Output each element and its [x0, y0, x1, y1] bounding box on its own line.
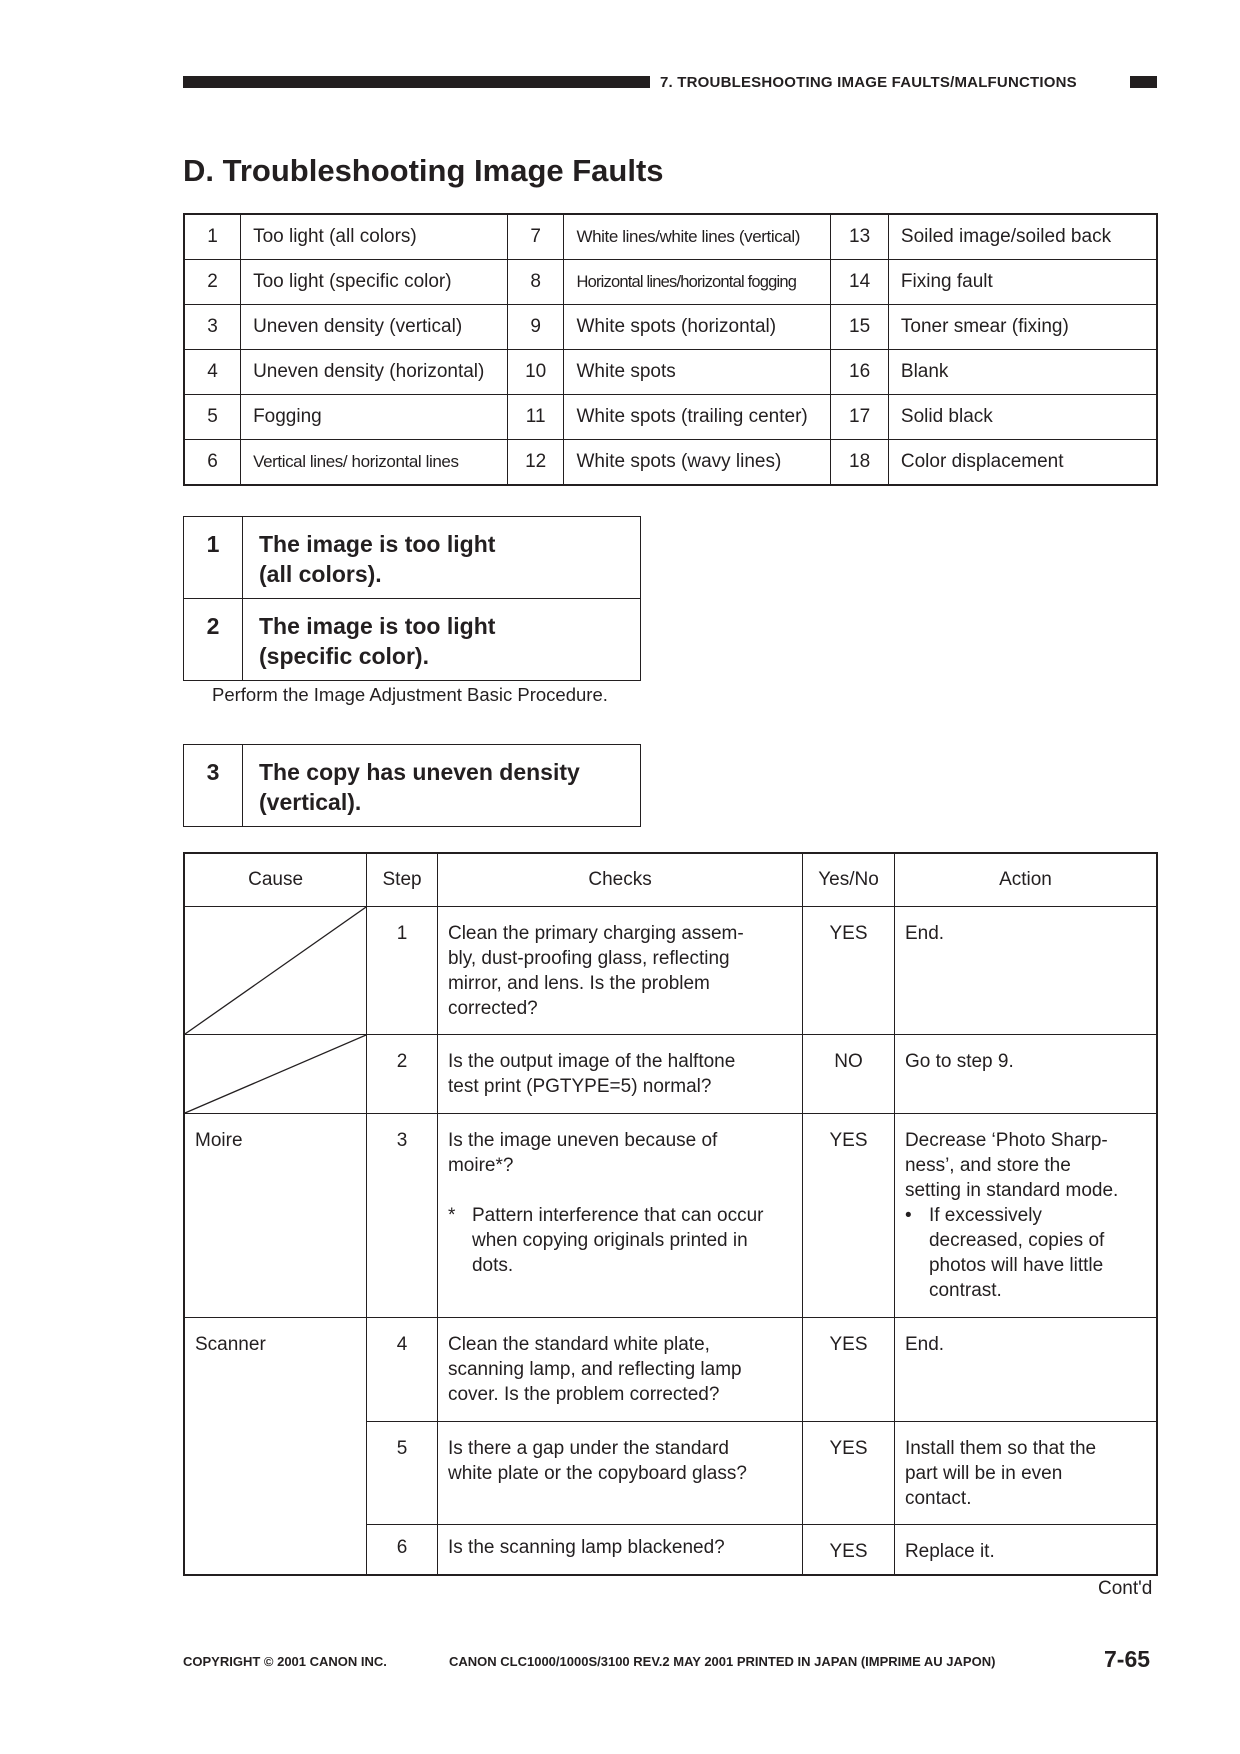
header-checks: Checks — [437, 853, 802, 907]
fault-name: Solid black — [888, 395, 1157, 440]
action-text: End. — [894, 907, 1157, 1035]
action-text: End. — [894, 1318, 1157, 1422]
fault-number: 12 — [507, 440, 564, 486]
continued-label: Cont'd — [1098, 1578, 1153, 1599]
fault-number: 18 — [831, 440, 889, 486]
section-title: The copy has uneven density (vertical). — [243, 745, 641, 827]
yes-no-value: YES — [803, 1114, 895, 1318]
action-cell — [894, 1114, 1157, 1318]
step-number: 4 — [367, 1318, 438, 1422]
step-number: 6 — [367, 1525, 438, 1576]
troubleshooting-table — [183, 852, 1158, 1576]
fault-name: White spots — [564, 350, 831, 395]
section-heading-box-3 — [183, 744, 641, 827]
yes-no-value: YES — [803, 1525, 895, 1576]
fault-name: Toner smear (fixing) — [888, 305, 1157, 350]
fault-number: 14 — [831, 260, 889, 305]
section-heading — [184, 517, 641, 599]
yes-no-value: YES — [803, 1318, 895, 1422]
section-heading — [184, 745, 641, 827]
fault-number: 3 — [184, 305, 241, 350]
cause-text: Scanner — [184, 1318, 367, 1576]
check-text: Clean the primary charging assem- bly, dust-proofing glass, reflecting mirror, and lens. Is the problem corrected? — [437, 907, 802, 1035]
step-number: 5 — [367, 1422, 438, 1525]
fault-number: 9 — [507, 305, 564, 350]
fault-name: Soiled image/soiled back — [888, 214, 1157, 260]
cause-cell-blank — [184, 1035, 367, 1114]
fault-number: 6 — [184, 440, 241, 486]
yes-no-value: YES — [803, 907, 895, 1035]
action-text: Go to step 9. — [894, 1035, 1157, 1114]
table-row — [184, 395, 1157, 440]
cause-text: Moire — [184, 1114, 367, 1318]
fault-name: Uneven density (horizontal) — [241, 350, 508, 395]
footer-publication: CANON CLC1000/1000S/3100 REV.2 MAY 2001 PRINTED IN JAPAN (IMPRIME AU JAPON) — [449, 1654, 996, 1669]
bullet-text: If excessively decreased, copies of photos will have little contrast. — [928, 1205, 1105, 1301]
fault-name: Color displacement — [888, 440, 1157, 486]
table-row — [184, 907, 1157, 1035]
table-row — [184, 214, 1157, 260]
fault-name: Too light (specific color) — [241, 260, 508, 305]
header-rule-end — [1130, 76, 1157, 88]
fault-number: 7 — [507, 214, 564, 260]
section-heading-box-1-2 — [183, 516, 641, 681]
fault-name: White spots (wavy lines) — [564, 440, 831, 486]
header-rule — [183, 76, 650, 88]
section-title: The image is too light (specific color). — [243, 599, 641, 681]
check-text: Clean the standard white plate, scanning lamp, and reflecting lamp cover. Is the problem corrected? — [437, 1318, 802, 1422]
fault-number: 15 — [831, 305, 889, 350]
fault-name: White spots (horizontal) — [564, 305, 831, 350]
fault-number: 1 — [184, 214, 241, 260]
diagonal-line — [185, 1035, 366, 1113]
fault-name: Fogging — [241, 395, 508, 440]
step-number: 3 — [367, 1114, 438, 1318]
footnote-mark: * — [447, 1205, 456, 1226]
action-text: Replace it. — [894, 1525, 1157, 1576]
fault-number: 2 — [184, 260, 241, 305]
action-bullet — [905, 1203, 1146, 1303]
table-row — [184, 1035, 1157, 1114]
table-row — [184, 440, 1157, 486]
action-text: Decrease ‘Photo Sharp- ness’, and store the setting in standard mode. — [904, 1130, 1119, 1201]
header-cause: Cause — [184, 853, 367, 907]
table-row — [184, 1114, 1157, 1318]
bullet-mark: • — [904, 1205, 912, 1226]
fault-name: Blank — [888, 350, 1157, 395]
fault-name: Fixing fault — [888, 260, 1157, 305]
footer-copyright: COPYRIGHT © 2001 CANON INC. — [183, 1654, 387, 1669]
fault-name: Horizontal lines/horizontal fogging — [564, 260, 831, 305]
page-number: 7-65 — [1104, 1646, 1151, 1672]
footnote — [448, 1203, 792, 1278]
table-row — [184, 260, 1157, 305]
cause-cell-blank — [184, 907, 367, 1035]
check-cell — [437, 1114, 802, 1318]
fault-number: 16 — [831, 350, 889, 395]
section-header: 7. TROUBLESHOOTING IMAGE FAULTS/MALFUNCTIONS — [660, 74, 1077, 91]
fault-name: Uneven density (vertical) — [241, 305, 508, 350]
fault-number: 5 — [184, 395, 241, 440]
fault-number: 8 — [507, 260, 564, 305]
table-row — [184, 305, 1157, 350]
header-step: Step — [367, 853, 438, 907]
section-title: The image is too light (all colors). — [243, 517, 641, 599]
table-row — [184, 1318, 1157, 1422]
step-number: 1 — [367, 907, 438, 1035]
page-title: D. Troubleshooting Image Faults — [183, 153, 664, 188]
section-number: 2 — [184, 599, 243, 681]
yes-no-value: NO — [803, 1035, 895, 1114]
fault-name: White spots (trailing center) — [564, 395, 831, 440]
fault-index-table — [183, 213, 1158, 486]
table-header-row — [184, 853, 1157, 907]
section-number: 1 — [184, 517, 243, 599]
header-action: Action — [894, 853, 1157, 907]
header-yes-no: Yes/No — [803, 853, 895, 907]
check-text: Is the output image of the halftone test print (PGTYPE=5) normal? — [437, 1035, 802, 1114]
footnote-text: Pattern interference that can occur when copying originals printed in dots. — [471, 1205, 764, 1276]
check-text: Is there a gap under the standard white plate or the copyboard glass? — [437, 1422, 802, 1525]
step-number: 2 — [367, 1035, 438, 1114]
fault-name: Too light (all colors) — [241, 214, 508, 260]
fault-name: White lines/white lines (vertical) — [564, 214, 831, 260]
yes-no-value: YES — [803, 1422, 895, 1525]
fault-number: 11 — [507, 395, 564, 440]
fault-number: 4 — [184, 350, 241, 395]
table-row — [184, 350, 1157, 395]
check-text: Is the image uneven because of moire*? — [447, 1130, 718, 1176]
section-number: 3 — [184, 745, 243, 827]
procedure-note: Perform the Image Adjustment Basic Procedure. — [212, 684, 608, 705]
action-text: Install them so that the part will be in even contact. — [894, 1422, 1157, 1525]
check-text: Is the scanning lamp blackened? — [437, 1525, 802, 1576]
fault-number: 10 — [507, 350, 564, 395]
fault-number: 17 — [831, 395, 889, 440]
diagonal-line — [185, 907, 366, 1034]
fault-number: 13 — [831, 214, 889, 260]
fault-name: Vertical lines/ horizontal lines — [241, 440, 508, 486]
section-heading — [184, 599, 641, 681]
